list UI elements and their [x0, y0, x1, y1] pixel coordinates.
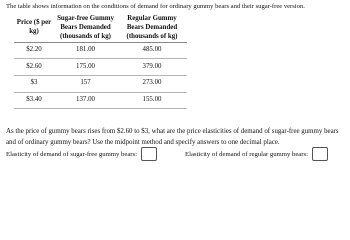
- table-row: [14, 75, 187, 92]
- cell-price: $2.20: [14, 42, 54, 59]
- table-header-row: [14, 15, 187, 42]
- demand-table: [14, 15, 187, 109]
- cell-price: $2.60: [14, 59, 54, 76]
- cell-regular: 485.00: [117, 42, 187, 59]
- header-sugar-free: Sugar-free Gummy Bears Demanded (thousands of kg): [54, 15, 117, 42]
- header-price: Price ($ per kg): [14, 15, 54, 42]
- cell-regular: 379.00: [117, 59, 187, 76]
- cell-price: $3.40: [14, 92, 54, 109]
- cell-regular: 155.00: [117, 92, 187, 109]
- regular-answer-input[interactable]: [312, 147, 328, 161]
- regular-answer-label: Elasticity of demand of regular gummy bears:: [185, 150, 308, 158]
- cell-sugar-free: 157: [54, 75, 117, 92]
- table-row: [14, 59, 187, 76]
- cell-sugar-free: 181.00: [54, 42, 117, 59]
- sugar-free-answer-label: Elasticity of demand of sugar-free gummy bears:: [6, 150, 137, 158]
- question-text: As the price of gummy bears rises from $2.60 to $3, what are the price elasticities of demand of sugar-free gummy bears and of ordinary gummy bears? Use the midpoint method and specify answers to one decimal place.: [6, 128, 339, 146]
- cell-regular: 273.00: [117, 75, 187, 92]
- table-row: [14, 92, 187, 109]
- table-row: [14, 42, 187, 59]
- cell-sugar-free: 137.00: [54, 92, 117, 109]
- cell-sugar-free: 175.00: [54, 59, 117, 76]
- header-regular: Regular Gummy Bears Demanded (thousands of kg): [117, 15, 187, 42]
- intro-text: The table shows information on the conditions of demand for ordinary gummy bears and their sugar-free version.: [6, 3, 305, 10]
- sugar-free-answer-row: [6, 147, 157, 161]
- cell-price: $3: [14, 75, 54, 92]
- sugar-free-answer-input[interactable]: [141, 147, 157, 161]
- regular-answer-row: [185, 147, 328, 161]
